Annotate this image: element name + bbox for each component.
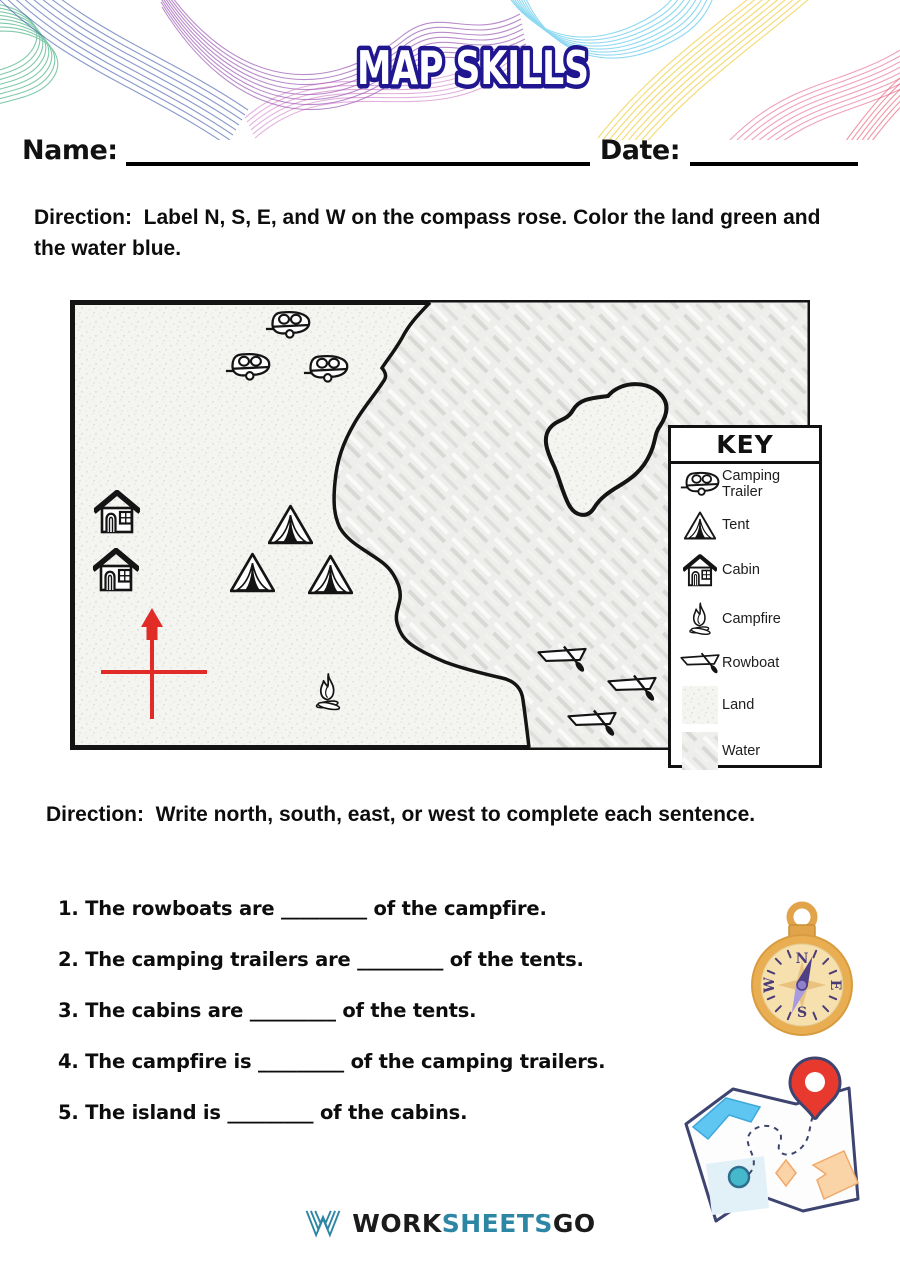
question-2: 2. The camping trailers are _________ of the tents. — [58, 948, 584, 971]
key-item-label: Tent — [722, 517, 750, 533]
logo-word-work: WORK — [352, 1208, 442, 1238]
worksheet-title: MAP SKILLS — [357, 41, 589, 95]
direction-1-text: Direction: Label N, S, E, and W on the compass rose. Color the land green and the water blue. — [34, 206, 821, 260]
location-pin-hole — [805, 1072, 825, 1092]
compass-letter-n: N — [795, 951, 809, 967]
rowboat-icon — [679, 652, 721, 675]
key-row-campfire — [671, 594, 819, 644]
water-swatch — [682, 732, 718, 770]
compass-letter-s: S — [796, 1005, 808, 1021]
camping-trailer-icon — [680, 471, 720, 497]
campfire-icon — [686, 602, 714, 636]
key-item-label: Water — [722, 743, 761, 759]
name-blank-line — [126, 132, 590, 166]
key-item-label: Cabin — [722, 562, 760, 578]
name-date-row — [22, 130, 858, 166]
key-item-label: Camping Trailer — [722, 468, 781, 500]
tent-icon — [684, 511, 716, 540]
date-blank-line — [690, 132, 858, 166]
question-1: 1. The rowboats are _________ of the campfire. — [58, 897, 547, 920]
name-label: Name: — [22, 135, 118, 166]
cabin-icon — [683, 554, 717, 587]
key-row-cabin — [671, 546, 819, 594]
key-panel — [668, 425, 822, 768]
key-item-label: Rowboat — [722, 655, 780, 671]
key-row-water — [671, 728, 819, 774]
footer-logo — [0, 1206, 900, 1240]
logo-word-sheets: SHEETS — [441, 1208, 553, 1238]
key-item-label: Land — [722, 697, 755, 713]
land-swatch — [682, 686, 718, 724]
compass-illustration — [745, 895, 860, 1045]
green-waves-decor — [0, 3, 58, 123]
key-title: KEY — [671, 428, 819, 464]
logo-w-icon — [304, 1206, 342, 1240]
compass-letter-e: E — [827, 979, 843, 991]
key-item-label: Campfire — [722, 611, 781, 627]
key-row-land — [671, 682, 819, 728]
key-row-rowboat — [671, 644, 819, 682]
questions-list — [58, 897, 718, 1152]
key-row-tent — [671, 504, 819, 546]
question-3: 3. The cabins are _________ of the tents. — [58, 999, 477, 1022]
direction-2-text: Direction: Write north, south, east, or west to complete each sentence. — [46, 803, 756, 826]
date-label: Date: — [599, 135, 680, 166]
key-row-camping-trailer — [671, 464, 819, 504]
header-decoration — [0, 0, 900, 140]
logo-text — [352, 1209, 595, 1238]
compass-letter-w: W — [762, 977, 778, 993]
map-start-dot — [729, 1167, 749, 1187]
logo-word-go: GO — [552, 1208, 596, 1238]
question-4: 4. The campfire is _________ of the camping trailers. — [58, 1050, 606, 1073]
pink-waves-decor — [728, 28, 900, 140]
question-5: 5. The island is _________ of the cabins. — [58, 1101, 468, 1124]
blue-waves-decor — [0, 0, 248, 140]
